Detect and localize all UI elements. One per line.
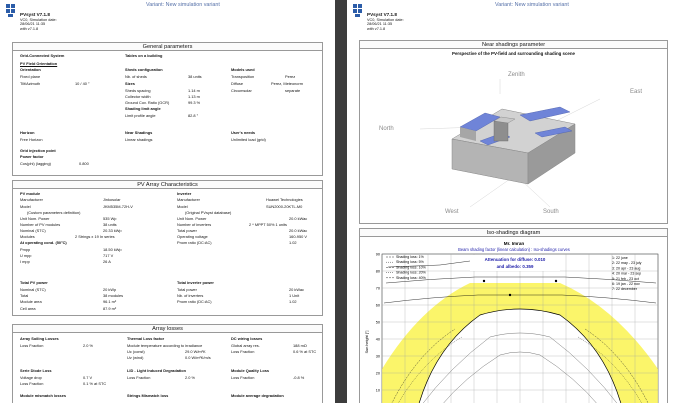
field-value: SUN2000-20KTL-M0 (266, 204, 303, 209)
field-label: Pmpp (20, 247, 31, 252)
field-label: Voltage drop (20, 375, 42, 380)
legend-entry: 6: 19 jan - 22 nov (612, 282, 640, 286)
y-axis-ticks (376, 253, 380, 393)
y-tick-label: 70 (375, 286, 380, 291)
pvsyst-logo-icon (353, 4, 363, 17)
subsection-title: Inverter (177, 191, 192, 196)
chart-subtitle: Beam shading factor (linear calculation) : Iso-shadings curves (458, 247, 570, 252)
field-value: Perez (285, 74, 296, 79)
field-value: 188 mΩ (293, 343, 307, 348)
sun-path-marker (509, 294, 511, 296)
field-label: Nominal (STC) (20, 287, 46, 292)
field-value: 1.13 m (188, 94, 200, 99)
header-date: 28/06/21 11:35 (367, 22, 393, 27)
field-value: 1.14 m (188, 88, 200, 93)
field-value: 99.3 % (188, 100, 201, 105)
report-header (367, 13, 404, 31)
attenuation-diffuse: Attenuation for diffuse: 0.010 (484, 257, 546, 262)
field-label: Total power (177, 228, 197, 233)
subsection-title: Module Quality Loss (231, 368, 270, 373)
field-value: 0.1 % at STC (83, 381, 107, 386)
field-label: Cos(phi) (lagging) (20, 161, 51, 166)
field-label: Tilt/Azimuth (20, 81, 41, 86)
field-label: Limit profile angle (125, 113, 156, 118)
field-label: Loss Fraction (20, 343, 44, 348)
array-losses-box (12, 332, 323, 403)
section-title: Array losses (12, 324, 323, 332)
field-label: Manufacturer (20, 197, 43, 202)
field-label: Loss Fraction (127, 375, 151, 380)
field-value: 20.0 kWac (289, 228, 308, 233)
field-label: Ground Cov. Ratio (GCR) (125, 100, 170, 105)
subsection-title: Power factor (20, 154, 44, 159)
field-value: 535 Wp (103, 216, 117, 221)
compass-south: South (543, 209, 559, 215)
y-tick-label: 20 (375, 371, 380, 376)
variant-title: Variant: New simulation variant (146, 2, 220, 8)
field-label: Transposition (231, 74, 255, 79)
pv-array-box (12, 188, 323, 316)
y-tick-label: 10 (375, 388, 380, 393)
section-title: General parameters (12, 42, 323, 50)
product-name: PVsyst V7.1.8 (367, 12, 397, 17)
legend-entry: Shading loss: 20% (396, 270, 426, 275)
iso-shadings-chart (360, 237, 669, 403)
field-label: Model (177, 204, 188, 209)
report-page-2 (347, 0, 680, 403)
field-label: Circumsolar (231, 88, 252, 93)
field-value: 1.02 (289, 240, 297, 245)
field-value: 1.02 (289, 299, 297, 304)
near-shadings-box (359, 48, 668, 224)
y-tick-label: 80 (375, 269, 380, 274)
section-title: Near shadings parameter (359, 40, 668, 48)
iso-shadings-box (359, 236, 668, 403)
field-value: 38 modules (103, 293, 124, 298)
sun-path-marker (483, 280, 485, 282)
subsection-title: Shading limit angle (125, 106, 161, 111)
subsection-title: Array Soiling Losses (20, 336, 59, 341)
field-value: 2.0 % (83, 343, 93, 348)
field-value: 20 kWp (103, 287, 117, 292)
field-label: Uv (wind) (127, 355, 144, 360)
legend-entry: Shading loss: 10% (396, 265, 426, 270)
header-line: VC0, Simulation date: (20, 17, 57, 22)
field-label: Number of inverters (177, 222, 212, 227)
subsection-title: Sheds configuration (125, 67, 163, 72)
report-page-1 (0, 0, 335, 403)
field-value: Unlimited load (grid) (231, 137, 266, 142)
subsection-title: Module average degradation (231, 393, 284, 398)
field-value: Jinkosolar (103, 197, 121, 202)
field-value: 2 * MPPT 50% 1 units (249, 222, 287, 227)
attenuation-albedo: and albedo: 0.359 (496, 264, 534, 269)
field-label: Total (20, 293, 29, 298)
field-value: 38 units (103, 222, 117, 227)
field-label: Module area (20, 299, 42, 304)
field-label: Nominal (STC) (20, 228, 46, 233)
legend-entry: 4: 20 mar - 23 sep (612, 271, 642, 276)
legend-entry: Shading loss: 40% (396, 275, 426, 280)
subsection-title: Total PV power (20, 280, 48, 285)
field-label: Unit Nom. Power (20, 216, 50, 221)
field-note: (Original PVsyst database) (185, 210, 232, 215)
system-description: Tables on a building (125, 53, 163, 58)
field-value: 10 / 40 ° (75, 81, 90, 86)
general-parameters-box (12, 50, 323, 176)
field-value: Linear shadings (125, 137, 153, 142)
report-header (20, 13, 57, 31)
subsection-title: PV Field Orientation (20, 61, 58, 66)
product-name: PVsyst V7.1.8 (20, 12, 50, 17)
y-tick-label: 50 (375, 320, 380, 325)
field-value: 20.0 kWac (289, 216, 308, 221)
field-value: 96.1 m² (103, 299, 117, 304)
field-label: Collector width (125, 94, 151, 99)
sun-path-marker (555, 280, 557, 282)
field-value: 20 kWac (289, 287, 304, 292)
subsection-title: Near Shadings (125, 130, 153, 135)
shading-scene-3d (360, 49, 669, 225)
field-label: Pnom ratio (DC:AC) (177, 240, 212, 245)
legend-entry: 1: 22 june (612, 256, 628, 260)
section-title: PV Array Characteristics (12, 180, 323, 188)
orientation-value: Fixed plane (20, 74, 41, 79)
y-tick-label: 90 (375, 252, 380, 257)
legend-entry: 7: 22 december (612, 287, 637, 292)
field-value: 87.9 m² (103, 306, 117, 311)
header-date: 28/06/21 11:35 (20, 22, 46, 27)
field-value: 717 V (103, 253, 114, 258)
pvsyst-logo-icon (6, 4, 16, 17)
subsection-title: Grid injection point (20, 148, 56, 153)
field-value: 0.0 W/m²K/m/s (185, 355, 211, 360)
subsection-title: Total inverter power (177, 280, 214, 285)
field-label: Modules (20, 234, 35, 239)
field-value: 26 A (103, 259, 111, 264)
field-value: JKM535M-72H-V (103, 204, 133, 209)
field-value: 38 units (188, 74, 202, 79)
field-label: Module temperature according to irradiance (127, 343, 203, 348)
field-label: Global array res. (231, 343, 260, 348)
subsection-title: DC wiring losses (231, 336, 263, 341)
chart-name: Mr. Imran (503, 241, 525, 246)
compass-east: East (630, 89, 643, 95)
legend-entry: 2: 22 may - 23 july (612, 261, 642, 266)
field-label: Model (20, 204, 31, 209)
field-label: Uc (const) (127, 349, 145, 354)
variant-title: Variant: New simulation variant (495, 2, 569, 8)
field-label: Number of PV modules (20, 222, 61, 227)
axis-line (470, 179, 510, 207)
field-value: Free Horizon (20, 137, 43, 142)
subsection-title: Serie Diode Loss (20, 368, 52, 373)
field-value: 0.6 % at STC (293, 349, 317, 354)
legend-entry: Shading loss: 5% (396, 260, 424, 265)
field-value: 160-950 V (289, 234, 307, 239)
field-value: 0.7 V (83, 375, 93, 380)
field-label: Loss Fraction (231, 375, 255, 380)
subsection-title: Strings Mismatch loss (127, 393, 169, 398)
scene-subtitle: Perspective of the PV-field and surrounding shading scene (452, 51, 575, 56)
field-label: Nb. of sheds (125, 74, 147, 79)
field-value: 82.8 ° (188, 113, 199, 118)
field-value: 18.50 kWp (103, 247, 122, 252)
field-label: U mpp (20, 253, 32, 258)
field-value: 20.33 kWp (103, 228, 122, 233)
legend-right (612, 256, 642, 291)
field-label: Unit Nom. Power (177, 216, 207, 221)
subsection-title: Module mismatch losses (20, 393, 67, 398)
header-version: with v7.1.8 (20, 26, 39, 31)
field-label: Diffuse (231, 81, 244, 86)
subsection-title: At operating cond. (50°C) (20, 240, 67, 245)
orientation-heading: Orientation (20, 67, 41, 72)
field-label: Loss Fraction (231, 349, 255, 354)
subsection-title: Models used (231, 67, 255, 72)
y-tick-label: 30 (375, 354, 380, 359)
field-label: Sheds spacing (125, 88, 151, 93)
field-label: Operating voltage (177, 234, 208, 239)
y-tick-label: 60 (375, 303, 380, 308)
field-value: 29.0 W/m²K (185, 349, 206, 354)
field-value: 2.0 % (185, 375, 195, 380)
header-line: VC0, Simulation date: (367, 17, 404, 22)
stair-tower (494, 121, 508, 141)
header-version: with v7.1.8 (367, 26, 386, 31)
field-value: 0.800 (79, 161, 89, 166)
field-value: 1 Unit (289, 293, 300, 298)
compass-zenith: Zenith (508, 72, 525, 78)
field-label: Loss Fraction (20, 381, 44, 386)
subsection-title: LID - Light Induced Degradation (127, 368, 187, 373)
subsection-title: User's needs (231, 130, 256, 135)
field-label: Manufacturer (177, 197, 200, 202)
section-title: Iso-shadings diagram (359, 228, 668, 236)
field-value: Huawei Technologies (266, 197, 303, 202)
subsection-title: Sizes (125, 81, 135, 86)
field-note: (Custom parameters definition) (27, 210, 81, 215)
field-label: I mpp (20, 259, 30, 264)
subsection-title: Thermal Loss factor (127, 336, 165, 341)
y-axis-label: Sun height [°] (365, 330, 369, 354)
y-tick-label: 40 (375, 337, 380, 342)
compass-north: North (379, 126, 394, 132)
field-label: Nb. of inverters (177, 293, 204, 298)
system-type: Grid-Connected System (20, 53, 65, 58)
field-value: 2 Strings x 19 In series (75, 234, 115, 239)
field-value: Perez, Meteonorm (271, 81, 304, 86)
field-label: Cell area (20, 306, 36, 311)
legend-entry: 3: 20 apr - 23 aug (612, 266, 641, 271)
field-label: Pnom ratio (DC:AC) (177, 299, 212, 304)
subsection-title: Horizon (20, 130, 35, 135)
subsection-title: PV module (20, 191, 41, 196)
field-value: separate (285, 88, 301, 93)
field-label: Total power (177, 287, 197, 292)
compass-west: West (445, 209, 459, 215)
legend-entry: Shading loss: 1% (396, 255, 424, 259)
legend-entry: 5: 21 feb - 23 oct (612, 276, 639, 281)
field-value: -0.8 % (293, 375, 305, 380)
